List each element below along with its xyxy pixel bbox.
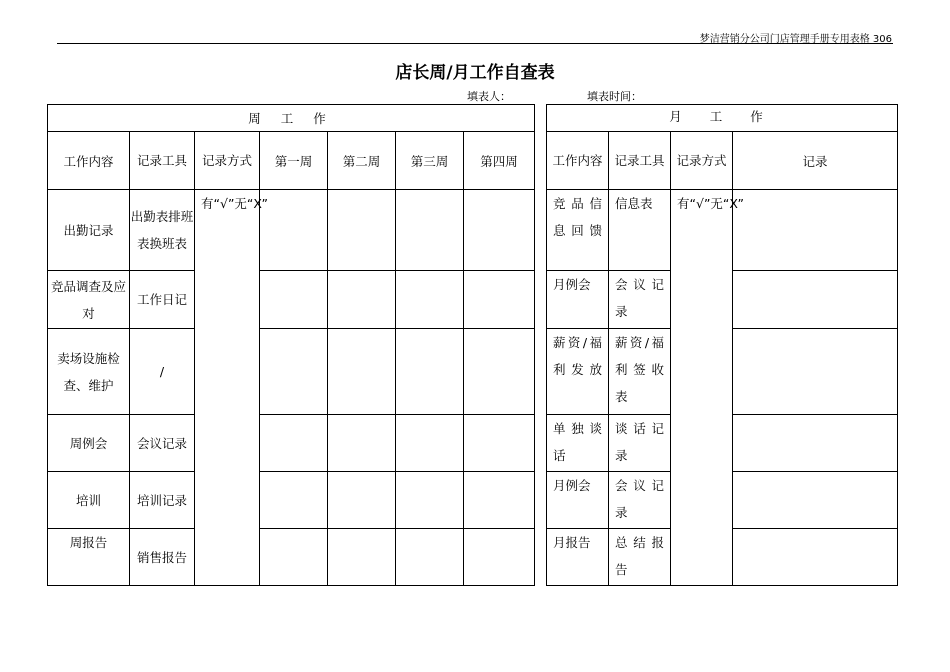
weekly-row-tool: 培训记录 [130,472,195,529]
monthly-row-tool: 薪资/福利签收表 [609,329,671,415]
weekly-cell-w3 [396,190,464,271]
weekly-row-content: 周报告 [48,529,130,586]
weekly-cell-w2 [328,415,396,472]
monthly-row-tool: 总结报告 [609,529,671,586]
weekly-row-tool: 会议记录 [130,415,195,472]
fill-time-label: 填表时间： [587,90,642,103]
weekly-cell-w2 [328,190,396,271]
monthly-row-tool: 信息表 [609,190,671,271]
monthly-row-tool: 会议记录 [609,472,671,529]
header-note: 梦洁营销分公司门店管理手册专用表格 306 [699,34,892,45]
weekly-header-week3: 第三周 [396,132,464,190]
monthly-row-content: 竞品信息回馈 [547,190,609,271]
monthly-header-method: 记录方式 [671,132,733,190]
monthly-row-content: 月报告 [547,529,609,586]
weekly-cell-w3 [396,529,464,586]
weekly-row-content: 培训 [48,472,130,529]
monthly-row-content: 单独谈话 [547,415,609,472]
monthly-record-cell [733,190,898,271]
weekly-cell-w4 [464,271,535,329]
monthly-header-content: 工作内容 [547,132,609,190]
weekly-cell-w4 [464,472,535,529]
weekly-cell-w1 [260,415,328,472]
weekly-cell-w1 [260,329,328,415]
weekly-cell-w3 [396,271,464,329]
weekly-row-tool: 工作日记 [130,271,195,329]
monthly-row-content: 月例会 [547,472,609,529]
weekly-row-tool: / [130,329,195,415]
weekly-header-tool: 记录工具 [130,132,195,190]
monthly-record-cell [733,415,898,472]
weekly-table [47,104,535,586]
weekly-row-content: 周例会 [48,415,130,472]
weekly-cell-w2 [328,529,396,586]
page-title: 店长周/月工作自查表 [395,63,555,83]
monthly-row-tool: 会议记录 [609,271,671,329]
weekly-cell-w1 [260,271,328,329]
weekly-header-week2: 第二周 [328,132,396,190]
monthly-record-cell [733,329,898,415]
monthly-section-title: 月 工 作 [547,105,898,132]
weekly-cell-w4 [464,190,535,271]
filler-label: 填表人： [467,90,511,103]
weekly-cell-w2 [328,271,396,329]
monthly-header-record: 记录 [733,132,898,190]
monthly-record-cell [733,271,898,329]
weekly-section-title: 周 工 作 [48,105,535,132]
weekly-row-tool: 销售报告 [130,529,195,586]
weekly-cell-w4 [464,529,535,586]
weekly-header-week4: 第四周 [464,132,535,190]
monthly-record-cell [733,529,898,586]
weekly-cell-w3 [396,472,464,529]
weekly-cell-w3 [396,415,464,472]
weekly-cell-w4 [464,329,535,415]
weekly-cell-w4 [464,415,535,472]
weekly-row-content: 竞品调查及应对 [48,271,130,329]
monthly-row-content: 月例会 [547,271,609,329]
weekly-row-content: 卖场设施检查、维护 [48,329,130,415]
weekly-method-cell: 有“√”无“X” [195,190,260,586]
weekly-row-tool: 出勤表排班表换班表 [130,190,195,271]
monthly-record-cell [733,472,898,529]
monthly-table [546,104,898,586]
weekly-cell-w2 [328,472,396,529]
weekly-row-content: 出勤记录 [48,190,130,271]
weekly-cell-w1 [260,472,328,529]
monthly-row-tool: 谈话记录 [609,415,671,472]
weekly-cell-w3 [396,329,464,415]
header-rule [57,43,893,44]
weekly-header-content: 工作内容 [48,132,130,190]
weekly-cell-w1 [260,190,328,271]
weekly-cell-w1 [260,529,328,586]
monthly-row-content: 薪资/福利发放 [547,329,609,415]
weekly-header-week1: 第一周 [260,132,328,190]
weekly-cell-w2 [328,329,396,415]
weekly-header-method: 记录方式 [195,132,260,190]
monthly-method-cell: 有“√”无“X” [671,190,733,586]
monthly-header-tool: 记录工具 [609,132,671,190]
